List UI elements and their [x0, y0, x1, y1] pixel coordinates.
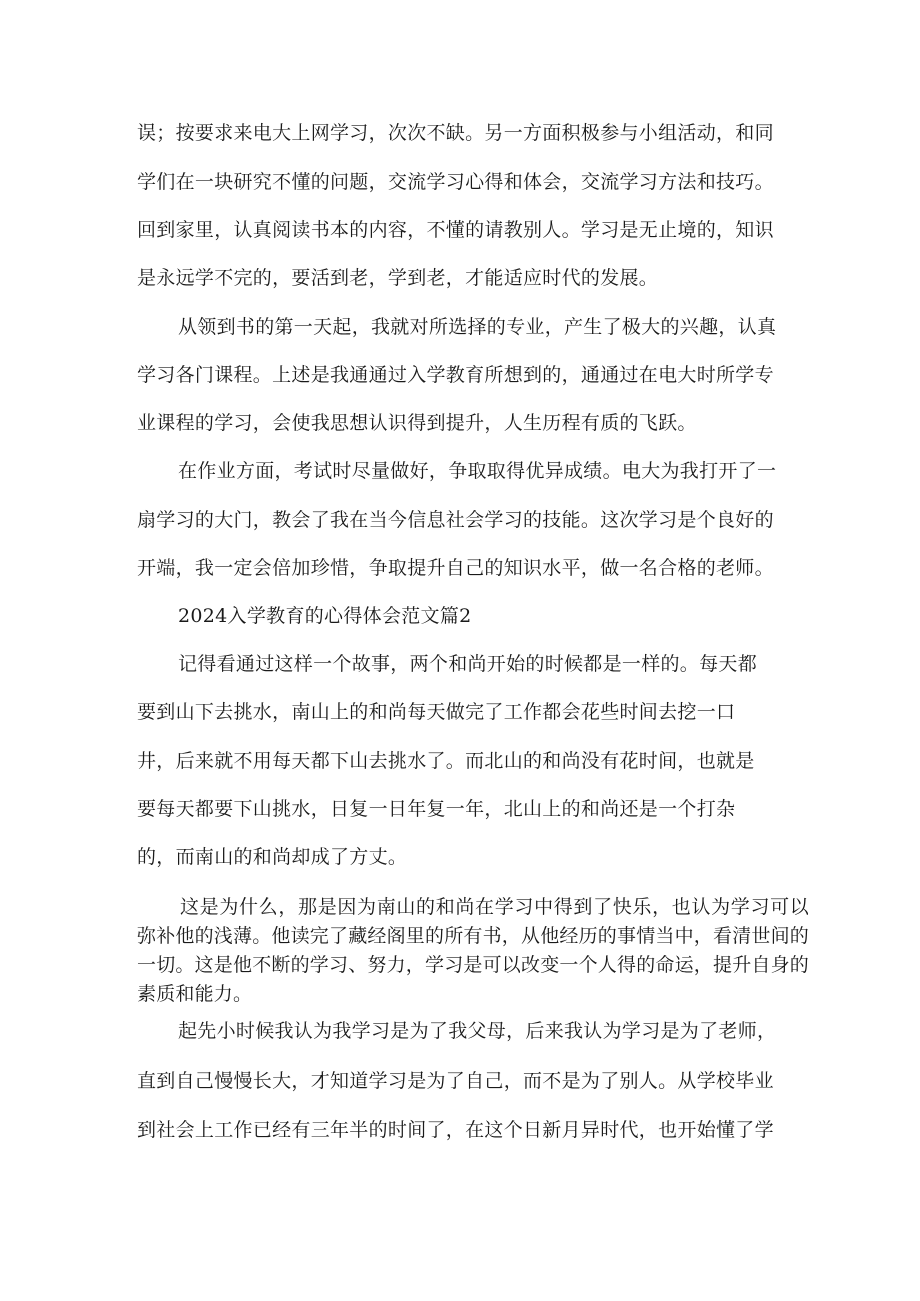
- text-line: 学们在一块研究不懂的问题，交流学习心得和体会，交流学习方法和技巧。: [137, 171, 774, 193]
- text-line: 回到家里，认真阅读书本的内容，不懂的请教别人。学习是无止境的，知识: [137, 219, 774, 241]
- text-line: 开端，我一定会倍加珍惜，争取提升自己的知识水平，做一名合格的老师。: [137, 557, 774, 579]
- text-line: 直到自己慢慢长大，才知道学习是为了自己，而不是为了别人。从学校毕业: [137, 1070, 774, 1092]
- text-line: 井，后来就不用每天都下山去挑水了。而北山的和尚没有花时间，也就是: [137, 750, 755, 772]
- text-line: 扇学习的大门，教会了我在当今信息社会学习的技能。这次学习是个良好的: [137, 509, 774, 531]
- text-line: 记得看通过这样一个故事，两个和尚开始的时候都是一样的。每天都: [178, 653, 758, 675]
- text-line: 误；按要求来电大上网学习，次次不缺。另一方面积极参与小组活动，和同: [137, 122, 774, 144]
- text-line: 到社会上工作已经有三年半的时间了，在这个日新月异时代，也开始懂了学: [137, 1119, 774, 1141]
- text-line: 要到山下去挑水，南山上的和尚每天做完了工作都会花些时间去挖一口: [137, 701, 736, 723]
- text-line: 是永远学不完的，要活到老，学到老，才能适应时代的发展。: [137, 267, 659, 289]
- text-line: 学习各门课程。上述是我通通过入学教育所想到的，通通过在电大时所学专: [137, 364, 774, 386]
- text-line: 业课程的学习，会使我思想认识得到提升，人生历程有质的飞跃。: [137, 412, 697, 434]
- text-line: 起先小时候我认为我学习是为了我父母，后来我认为学习是为了老师，: [178, 1020, 777, 1042]
- text-line: 从领到书的第一天起，我就对所选择的专业，产生了极大的兴趣，认真: [178, 316, 777, 338]
- text-line: 的，而南山的和尚却成了方丈。: [137, 846, 408, 868]
- section-heading: 2024入学教育的心得体会范文篇2: [178, 605, 472, 627]
- paragraph-block: [137, 893, 809, 1009]
- paragraph: 这是为什么，那是因为南山的和尚在学习中得到了快乐，也认为学习可以弥补他的浅薄。他读完了藏经阁里的所有书，从他经历的事情当中，看清世间的一切。这是他不断的学习、努力，学习是可以改变一个人得的命运，提升自身的素质和能力。: [137, 896, 810, 1005]
- text-line: 要每天都要下山挑水，日复一日年复一年，北山上的和尚还是一个打杂: [137, 798, 736, 820]
- text-line: 在作业方面，考试时尽量做好，争取取得优异成绩。电大为我打开了一: [178, 460, 777, 482]
